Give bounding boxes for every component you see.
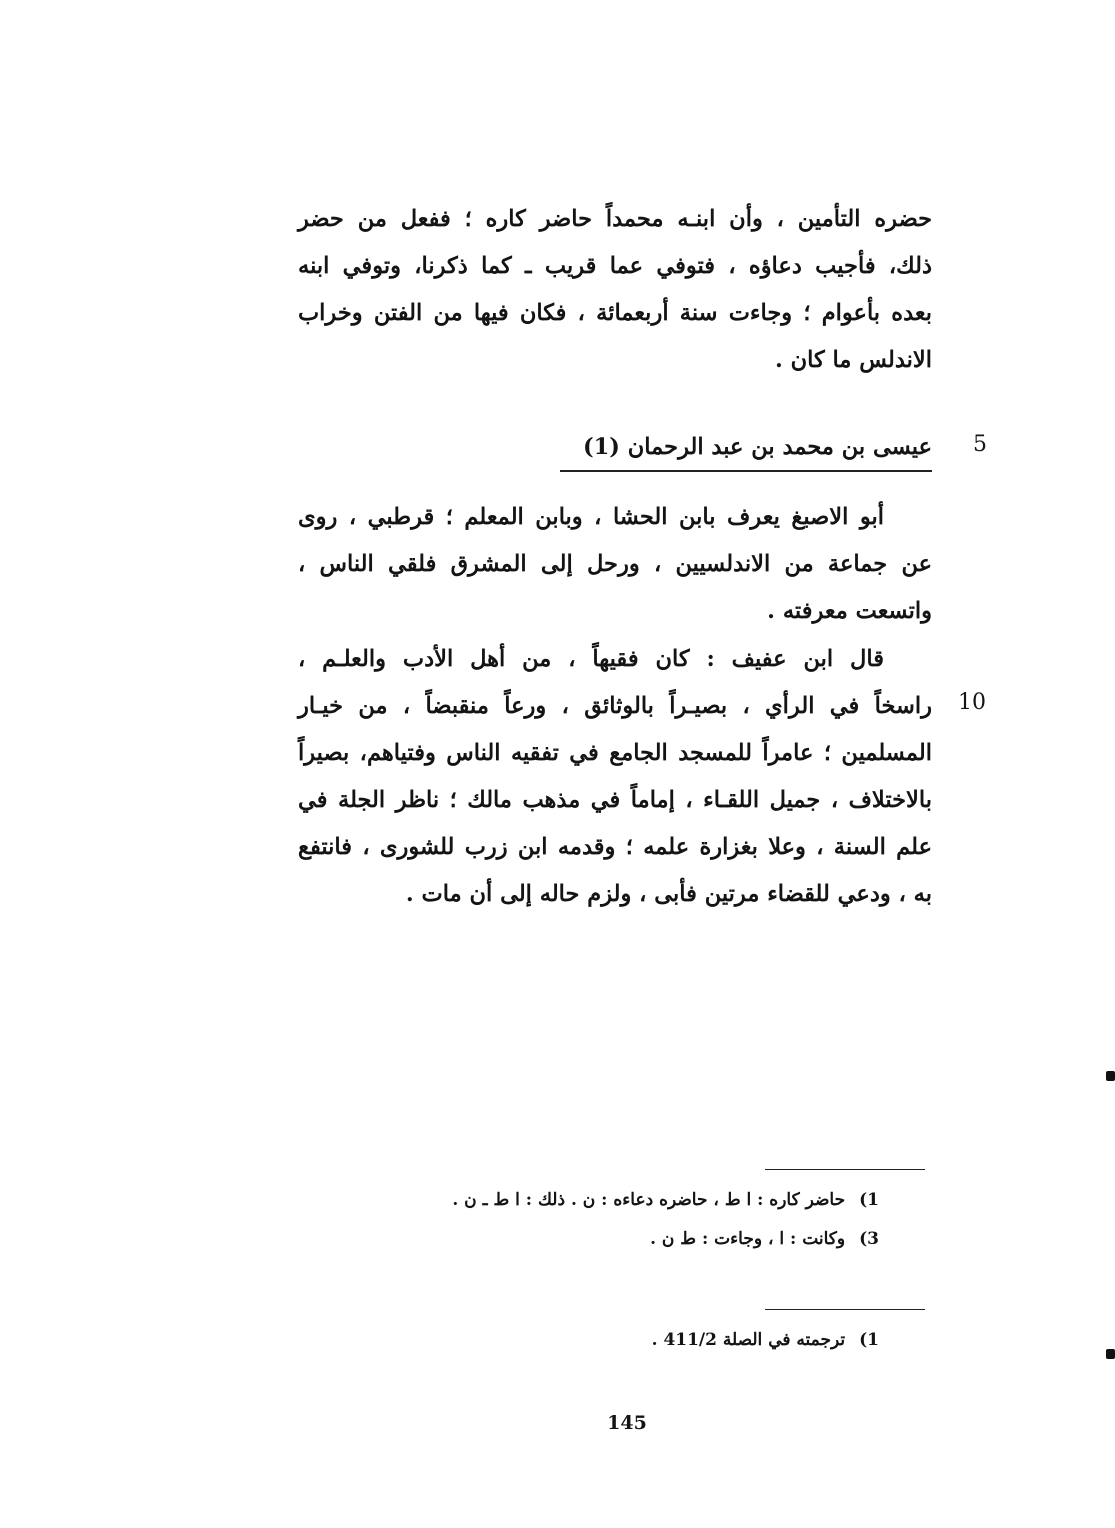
text-line: ذلك، فأجيب دعاؤه ، فتوفي عما قريب ـ كما ذكرنا، وتوفي ابنه — [298, 253, 932, 279]
scan-edge-mark — [1106, 1071, 1115, 1081]
entry-heading: عيسى بن محمد بن عبد الرحمان (1) — [582, 434, 932, 460]
footnote — [650, 1222, 879, 1256]
line-number: 5 — [973, 432, 987, 457]
text-line: عن جماعة من الاندلسيين ، ورحل إلى المشرق فلقي الناس ، — [298, 551, 932, 577]
footnote-number: 1) — [859, 1190, 879, 1210]
text-line: به ، ودعي للقضاء مرتين فأبى ، ولزم حاله إلى أن مات . — [405, 881, 932, 907]
footnote — [652, 1323, 879, 1357]
text-line: علم السنة ، وعلا بغزارة علمه ؛ وقدمه ابن زرب للشورى ، فانتفع — [298, 834, 932, 860]
footnote-separator — [765, 1309, 925, 1310]
scan-edge-mark — [1106, 1349, 1115, 1359]
footnote-number: 1) — [859, 1330, 879, 1350]
text-line: بعده بأعوام ؛ وجاءت سنة أربعمائة ، فكان فيها من الفتن وخراب — [298, 300, 932, 326]
paragraph-biography — [298, 494, 932, 635]
heading-underline — [560, 470, 932, 472]
footnote-text: وكانت : ا ، وجاءت : ط ن . — [650, 1229, 846, 1249]
footnote-number: 3) — [859, 1229, 879, 1249]
footnote-text: حاضر كاره : ا ط ، حاضره دعاءه : ن . ذلك : ا ط ـ ن . — [452, 1190, 846, 1210]
text-line: راسخاً في الرأي ، بصيـراً بالوثائق ، ورعاً منقبضاً ، من خيـار — [298, 693, 932, 719]
text-line: بالاختلاف ، جميل اللقـاء ، إماماً في مذهب مالك ؛ ناظر الجلة في — [298, 787, 932, 813]
line-number: 10 — [958, 690, 986, 715]
footnote — [452, 1183, 879, 1217]
footnote-text: ترجمته في الصلة 411/2 . — [651, 1330, 846, 1350]
text-line: المسلمين ؛ عامراً للمسجد الجامع في تفقيه الناس وفتياهم، بصيراً — [298, 740, 932, 766]
footnote-separator — [765, 1169, 925, 1170]
text-line: الاندلس ما كان . — [774, 347, 932, 373]
text-line: قال ابن عفيف : كان فقيهاً ، من أهل الأدب والعلـم ، — [298, 646, 884, 672]
page-number: 145 — [607, 1412, 647, 1434]
text-line: أبو الاصبغ يعرف بابن الحشا ، وبابن المعلم ؛ قرطبي ، روى — [298, 504, 884, 530]
paragraph-continuation — [298, 196, 932, 384]
text-line: حضره التأمين ، وأن ابنـه محمداً حاضر كاره ؛ ففعل من حضر — [298, 206, 932, 232]
paragraph-biography-details — [298, 636, 932, 918]
text-line: واتسعت معرفته . — [767, 598, 932, 624]
